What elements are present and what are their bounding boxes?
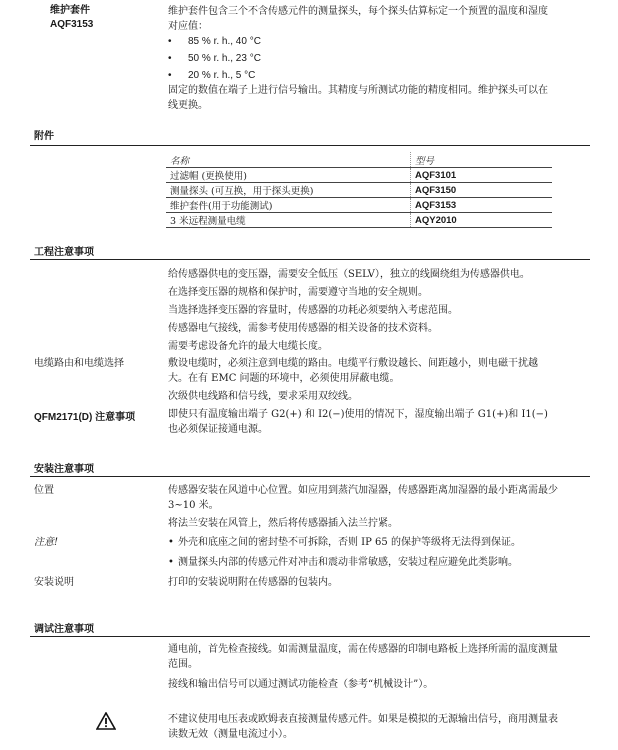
table-cell-code: AQF3101 <box>411 168 553 183</box>
commissioning-text: 通电前，首先检查接线。如需测量温度，需在传感器的印制电路板上选择所需的温度测量范围。 <box>168 644 558 670</box>
maintenance-intro: 维护套件包含三个不含传感元件的测量探头，每个探头估算标定一个预置的温度和湿度对应值： <box>168 6 548 32</box>
warning-triangle-icon <box>96 712 116 734</box>
list-item: • 20 % r. h., 5 °C <box>168 68 261 83</box>
installation-instructions-text: 打印的安装说明附在传感器的包装内。 <box>168 577 338 588</box>
list-item: • 85 % r. h., 40 °C <box>168 34 261 49</box>
table-row <box>166 198 552 213</box>
cable-routing-text: 敷设电缆时，必须注意到电缆的路由。电缆平行敷设越长、间距越小，则电磁干扰越大。在有 EMC 问题的环境中，必须使用屏蔽电缆。 <box>168 358 538 384</box>
table-row <box>166 213 552 228</box>
table-row <box>166 183 552 198</box>
list-item: • 外壳和底座之间的密封垫不可拆除，否则 IP 65 的保护等级将无法得到保证。 <box>168 535 568 555</box>
table-cell-code: AQF3150 <box>411 183 553 198</box>
column-header-code: 型号 <box>411 152 553 168</box>
caution-list <box>168 535 568 575</box>
table-cell-code: AQF3153 <box>411 198 553 213</box>
commissioning-warning-text: 不建议使用电压表或欧姆表直接测量传感元件。如果是模拟的无源输出信号，商用测量表读数无效（测量电流过小）。 <box>168 714 558 740</box>
divider <box>30 145 590 146</box>
engineering-line: 给传感器供电的变压器，需要安全低压（SELV），独立的线圈绕组为传感器供电。 <box>168 269 530 280</box>
cable-routing-text-2: 次级供电线路和信号线，要求采用双绞线。 <box>168 391 358 402</box>
maintenance-note: 固定的数值在端子上进行信号输出。其精度与所测试功能的精度相同。维护探头可以在线更换。 <box>168 85 548 111</box>
table-cell-name: 维护套件(用于功能测试) <box>166 198 411 213</box>
accessories-table <box>166 152 552 228</box>
position-label: 位置 <box>34 485 54 496</box>
table-cell-name: 过滤帽 (更换使用) <box>166 168 411 183</box>
maintenance-label: 维护套件 <box>50 5 90 16</box>
table-cell-name: 3 米远程测量电缆 <box>166 213 411 228</box>
table-row <box>166 168 552 183</box>
accessories-heading: 附件 <box>34 131 54 142</box>
maintenance-code: AQF3153 <box>50 19 94 30</box>
position-text-2: 将法兰安装在风管上，然后将传感器插入法兰拧紧。 <box>168 518 398 529</box>
divider <box>30 259 590 260</box>
column-header-name: 名称 <box>166 152 411 168</box>
maintenance-points-list <box>168 34 261 83</box>
list-item: • 测量探头内部的传感元件对冲击和震动非常敏感，安装过程应避免此类影响。 <box>168 555 568 575</box>
table-cell-name: 测量探头 (可互换，用于探头更换) <box>166 183 411 198</box>
table-cell-code: AQY2010 <box>411 213 553 228</box>
caution-label: 注意! <box>34 537 59 548</box>
engineering-heading: 工程注意事项 <box>34 247 94 258</box>
qfm-note-text: 即使只有温度输出端子 G2(+) 和 I2(−)使用的情况下，湿度输出端子 G1(+)和 I1(−)也必须保证接通电源。 <box>168 409 548 435</box>
commissioning-text-2: 接线和输出信号可以通过测试功能检查（参考“机械设计”）。 <box>168 679 434 690</box>
divider <box>30 636 590 637</box>
cable-routing-label: 电缆路由和电缆选择 <box>34 358 124 369</box>
installation-instructions-label: 安装说明 <box>34 577 74 588</box>
engineering-line: 传感器电气接线，需参考使用传感器的相关设备的技术资料。 <box>168 323 438 334</box>
position-text: 传感器安装在风道中心位置。如应用到蒸汽加湿器，传感器距离加湿器的最小距离需最少 3~10 米。 <box>168 485 558 511</box>
list-item: • 50 % r. h., 23 °C <box>168 51 261 66</box>
qfm-note-label: QFM2171(D) 注意事项 <box>34 412 136 423</box>
engineering-line: 在选择变压器的规格和保护时，需要遵守当地的安全规则。 <box>168 287 428 298</box>
commissioning-heading: 调试注意事项 <box>34 624 94 635</box>
installation-heading: 安装注意事项 <box>34 464 94 475</box>
divider <box>30 476 590 477</box>
engineering-line: 需要考虑设备允许的最大电缆长度。 <box>168 341 328 352</box>
table-header-row <box>166 152 552 168</box>
engineering-line: 当选择选择变压器的容量时，传感器的功耗必须要纳入考虑范围。 <box>168 305 458 316</box>
